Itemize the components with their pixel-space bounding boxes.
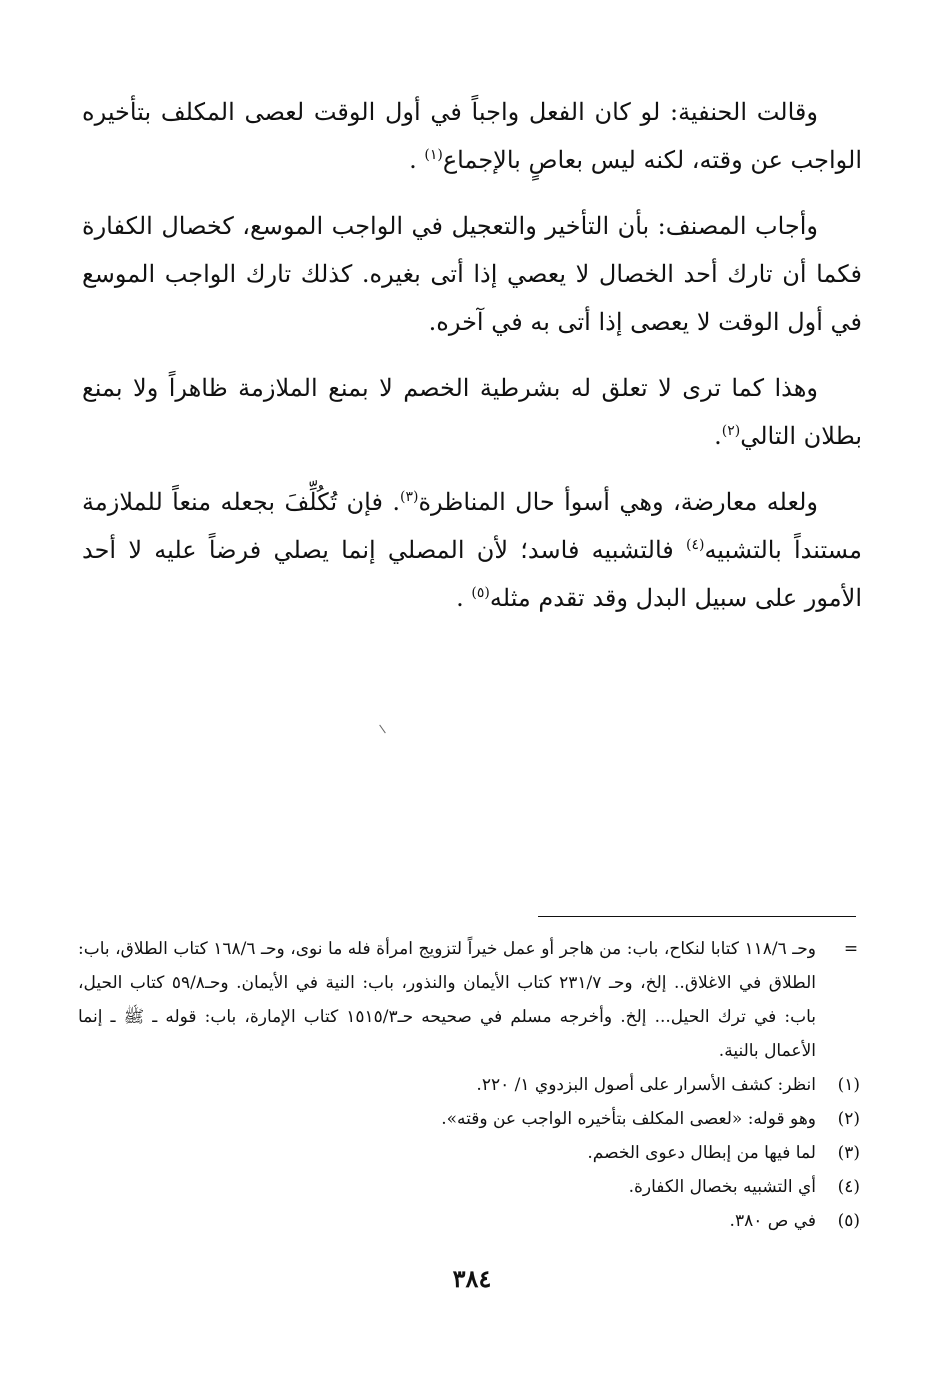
paragraph-1 xyxy=(82,88,862,184)
footnote-ref-3[interactable]: (٣) xyxy=(399,489,419,505)
footnote-ref-5[interactable]: (٥) xyxy=(471,585,490,601)
footnote-number: (٥) xyxy=(837,1211,860,1231)
footnote-ref-2[interactable]: (٢) xyxy=(721,423,741,439)
footnote-ref-4[interactable]: (٤) xyxy=(685,537,705,553)
footnote-text: في ص ٣٨٠. xyxy=(729,1211,816,1231)
paragraph-4-end: . xyxy=(456,584,472,612)
footnote-text: أي التشبيه بخصال الكفارة. xyxy=(628,1177,816,1197)
footnote-text: لما فيها من إبطال دعوى الخصم. xyxy=(587,1143,816,1163)
footnotes xyxy=(78,932,860,1238)
footnote-number: (٤) xyxy=(837,1177,860,1197)
footnote-number: (٣) xyxy=(837,1143,860,1163)
footnote-continuation xyxy=(78,932,860,1068)
footnote-text: انظر: كشف الأسرار على أصول البزدوي ١/ ٢٢٠. xyxy=(476,1075,816,1095)
paragraph-4 xyxy=(82,478,862,622)
continuation-mark: = xyxy=(843,939,859,959)
main-text xyxy=(82,88,862,640)
paragraph-2-text: وأجاب المصنف: بأن التأخير والتعجيل في الواجب الموسع، كخصال الكفارة فكما أن تارك أحد الخصال لا يعصي إذا أتى بغيره. كذلك تارك الواجب الموسع في أول الوقت لا يعصى إذا أتى به في آخره. xyxy=(82,212,862,336)
footnote-number: (٢) xyxy=(837,1109,860,1129)
footnote-item xyxy=(78,1204,860,1238)
paragraph-1-end: . xyxy=(409,146,425,174)
paragraph-2 xyxy=(82,202,862,346)
paragraph-3 xyxy=(82,364,862,460)
footnote-number: (١) xyxy=(837,1075,860,1095)
footnote-continuation-text: وحـ ١١٨/٦ كتابا لنكاح، باب: من هاجر أو عمل خيراً لتزويج امرأة فله ما نوى، وحـ ١٦٨/٦ كتاب الطلاق، باب: الطلاق في الاغلاق.. إلخ، وحـ ٢٣١/٧ كتاب الأيمان والنذور، باب: النية في الأيمان. وحـ٥٩/٨ كتاب الحيل، باب: في ترك الحيل... إلخ. وأخرجه مسلم في صحيحه حـ١٥١٥/٣ كتاب الإمارة، باب: قوله ـ ﷺ ـ إنما الأعمال بالنية. xyxy=(78,939,816,1061)
footnote-item xyxy=(78,1136,860,1170)
footnote-item xyxy=(78,1068,860,1102)
paragraph-4-part-2: . فإن تُكُلِّفَ بجعله منعاً للملازمة مستنداً بالتشبيه xyxy=(82,488,862,564)
footnote-text: وهو قوله: «لعصى المكلف بتأخيره الواجب عن وقته». xyxy=(441,1109,816,1129)
stray-mark xyxy=(379,725,386,734)
paragraph-3-end: . xyxy=(714,422,722,450)
footnote-item xyxy=(78,1170,860,1204)
footnote-separator xyxy=(538,916,856,917)
paragraph-4-part-1: ولعله معارضة، وهي أسوأ حال المناظرة xyxy=(418,488,818,516)
paragraph-4-part-3: فالتشبيه فاسد؛ لأن المصلي إنما يصلي فرضاً عليه لا أحد الأمور على سبيل البدل وقد تقدم مثله xyxy=(82,536,862,612)
paragraph-3-text: وهذا كما ترى لا تعلق له بشرطية الخصم لا بمنع الملازمة ظاهراً ولا بمنع بطلان التالي xyxy=(82,374,862,450)
paragraph-1-text: وقالت الحنفية: لو كان الفعل واجباً في أول الوقت لعصى المكلف بتأخيره الواجب عن وقته، لكنه ليس بعاصٍ بالإجماع xyxy=(82,98,862,174)
footnote-item xyxy=(78,1102,860,1136)
page-number: ٣٨٤ xyxy=(452,1264,492,1293)
footnote-ref-1[interactable]: (١) xyxy=(424,147,443,163)
